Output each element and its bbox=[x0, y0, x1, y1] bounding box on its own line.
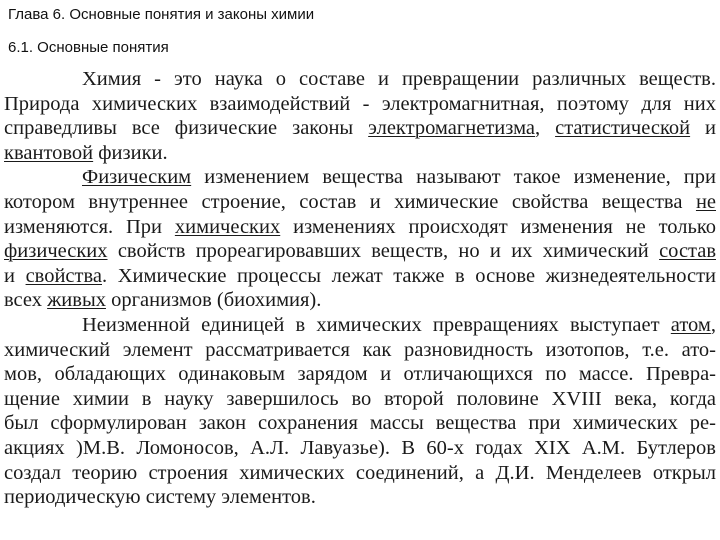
paragraph-2-line-6: всех живых организмов (биохимия). bbox=[4, 289, 322, 312]
term-physical: Физическим bbox=[82, 166, 192, 189]
paragraph-3-line-3: мов, обладающих одинаковым зарядом и отличающихся по массе. Превра- bbox=[4, 363, 716, 386]
paragraph-2-line-1: Физическим изменением вещества называют такое изменение, при bbox=[82, 166, 716, 189]
term-electromagnetism: электромагнетизма bbox=[368, 117, 536, 140]
paragraph-2-line-4: физических свойств прореагировавших веществ, но и их химический состав bbox=[4, 240, 716, 263]
term-chemical: химических bbox=[174, 215, 281, 238]
paragraph-3-line-4: щение химии в науку завершилось во второй половине XVIII века, когда bbox=[4, 387, 716, 410]
paragraph-1-line-3: справедливы все физические законы электромагнетизма, статистической и bbox=[4, 117, 716, 140]
paragraph-3-line-8: периодическую систему элементов. bbox=[4, 486, 316, 509]
paragraph-3-line-6: акциях )М.В. Ломоносов, А.Л. Лавуазье). В 60-х годах XIX А.М. Бутлеров bbox=[4, 436, 716, 459]
paragraph-3-line-7: создал теорию строения химических соединений, а Д.И. Менделеев открыл bbox=[4, 461, 716, 484]
term-not: не bbox=[695, 190, 716, 213]
term-statistical: статистической bbox=[555, 117, 691, 140]
term-atom: атом bbox=[670, 313, 711, 336]
section-title: 6.1. Основные понятия bbox=[8, 39, 169, 56]
term-properties: свойства bbox=[25, 264, 102, 287]
term-quantum: квантовой bbox=[4, 141, 94, 164]
paragraph-3-line-5: был сформулирован закон сохранения массы вещества при химических ре- bbox=[4, 412, 716, 435]
scanned-textbook-page bbox=[4, 67, 716, 510]
term-composition: состав bbox=[659, 240, 716, 263]
paragraph-3-line-2: химический элемент рассматривается как разновидность изотопов, т.е. ато- bbox=[4, 338, 716, 361]
term-physical-properties: физических bbox=[4, 240, 108, 263]
paragraph-1-line-1: Химия - это наука о составе и превращении различных веществ. bbox=[82, 68, 716, 90]
paragraph-2-line-3: изменяются. При химических изменениях происходят изменения не только bbox=[4, 215, 716, 238]
paragraph-2-line-2: котором внутреннее строение, состав и химические свойства вещества не bbox=[4, 190, 716, 213]
chapter-title: Глава 6. Основные понятия и законы химии bbox=[8, 6, 315, 23]
paragraph-1-line-2: Природа химических взаимодействий - электромагнитная, поэтому для них bbox=[4, 92, 716, 115]
paragraph-2-line-5: и свойства. Химические процессы лежат также в основе жизнедеятельности bbox=[4, 264, 716, 287]
paragraph-1-line-4: квантовой физики. bbox=[4, 141, 168, 164]
paragraph-3-line-1: Неизменной единицей в химических превращениях выступает атом, bbox=[82, 313, 716, 336]
term-living: живых bbox=[47, 289, 106, 312]
